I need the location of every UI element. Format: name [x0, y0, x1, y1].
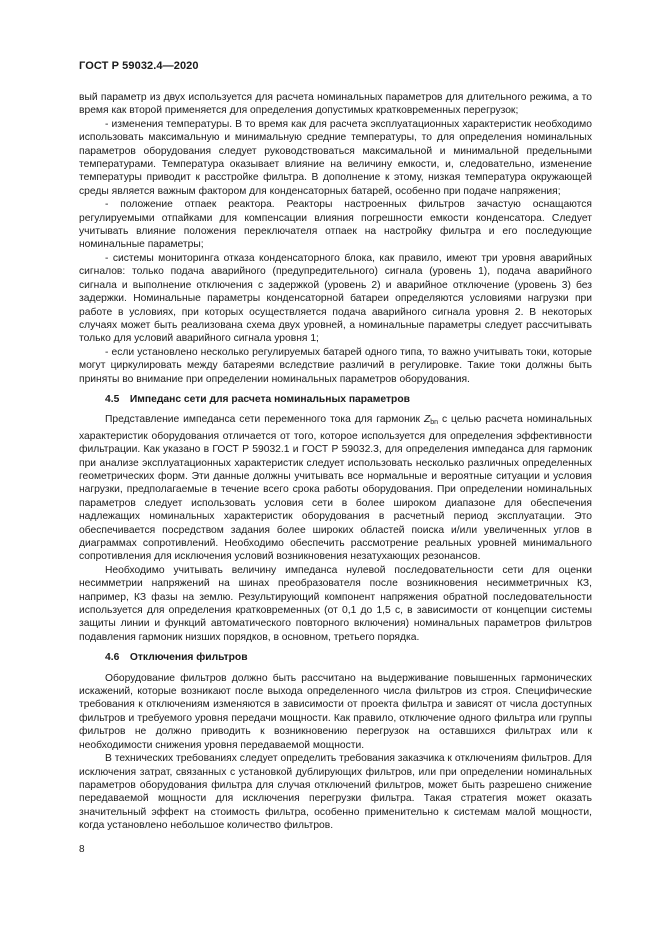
list-item: - если установлено несколько регулируемых батарей одного типа, то важно учитывать токи, которые могут циркулировать между батареями вследствие различий в регулировке. Такие токи должны быть приняты во внимание при определении номинальных параметров оборудования.: [79, 346, 592, 385]
section-title: Отключения фильтров: [129, 652, 248, 664]
document-header: ГОСТ Р 59032.4—2020: [79, 60, 199, 72]
paragraph-text: Представление импеданса сети переменного тока для гармоник: [105, 414, 424, 426]
list-item: - системы мониторинга отказа конденсаторного блока, как правило, имеют три уровня аварийных сигналов: только подача аварийного (предупредительного) сигнала (уровень 1), подача аварийного сигнала и выполнение отключения с задержкой (уровень 2) и аварийное отключение (уровень 3) без задержки. Номинальные параметры конденсаторной батареи определяются условиями нагрузки при работе в условиях, при которых осуществляется подача аварийного сигнала уровня 2. В некоторых случаях может быть реализована схема двух уровней, а номинальные параметры следует рассчитывать только для условий аварийного сигнала уровня 1;: [79, 252, 592, 345]
section-number: 4.5: [105, 393, 120, 405]
paragraph: Необходимо учитывать величину импеданса нулевой последовательности сети для оценки несимметрии напряжений на шинах преобразователя после возникновения несимметричных КЗ, например, КЗ фазы на землю. Результирующий компонент напряжения обратной последовательности используется для определения кратковременных (от 0,1 до 1,5 с, в зависимости от концепции системы защиты линии и функций автоматического повторного включения) номинальных параметров фильтров подавления гармоник низших порядков, в основном, третьего порядка.: [79, 564, 592, 643]
section-heading-4-6: [79, 651, 592, 664]
page-number: 8: [79, 844, 85, 855]
impedance-symbol: Z: [423, 414, 431, 426]
impedance-subscript: bn: [430, 419, 439, 427]
paragraph: В технических требованиях следует определить требования заказчика к отключениям фильтров. Для исключения затрат, связанных с установкой дублирующих фильтров, или при определении номинальных параметров оборудования фильтра для случая отключений фильтров, может быть разрешено снижение передаваемой мощности для исключения перегрузки фильтра. Такая стратегия может оказать значительный эффект на стоимость фильтра, особенно применительно к системам малой мощности, когда установлено небольшое количество фильтров.: [79, 753, 592, 832]
list-item: - изменения температуры. В то время как для расчета эксплуатационных характеристик необходимо использовать максимальную и минимальную средние температуры, то для определения номинальных параметров оборудования следует руководствоваться максимальной и минимальной предельными температурами. Температура оказывает влияние на величину емкости, и, следовательно, изменение температуры приводит к расстройке фильтра. В дополнение к этому, низкая температура окружающей среды является важным фактором для конденсаторных батарей, особенно при подаче напряжения;: [79, 118, 592, 197]
section-heading-4-5: [79, 393, 592, 406]
paragraph: Оборудование фильтров должно быть рассчитано на выдерживание повышенных гармонических искажений, которые возникают после выхода определенного числа фильтров из строя. Специфические требования к отключениям изменяются в зависимости от проекта фильтра и зависят от числа доступных фильтров и требуемого уровня передачи мощности. Как правило, отключение одного фильтра или группы фильтров не должно приводить к возникновению перегрузок на оставшихся фильтрах или к необходимости снижения уровня передаваемой мощности.: [79, 672, 592, 751]
paragraph: [79, 413, 592, 563]
section-title: Импеданс сети для расчета номинальных параметров: [129, 393, 410, 405]
list-item: - положение отпаек реактора. Реакторы настроенных фильтров зачастую оснащаются регулируемыми отпайками для компенсации влияния погрешности емкости конденсатора. Следует учитывать влияние положения переключателя отпаек на настройку фильтра и его последующие номинальные параметры;: [79, 199, 592, 251]
section-number: 4.6: [105, 652, 120, 664]
document-body: [79, 91, 592, 833]
paragraph: вый параметр из двух используется для расчета номинальных параметров для длительного режима, а то время как второй применяется для определения допустимых кратковременных перегрузок;: [79, 92, 592, 117]
paragraph-text: с целью расчета номинальных характеристик оборудования отличается от того, которое используется для определения эффективности фильтрации. Как указано в ГОСТ Р 59032.1 и ГОСТ Р 59032.3, для определения импеданса для гармоник при анализе эксплуатационных характеристик следует использовать несколько различных определенных геометрических форм. Эти данные должны учитывать все нормальные и вероятные ситуации и условия нагрузки, предполагаемые в течение всего срока работы оборудования. При определении номинальных параметров следует использовать условия сети в более широком диапазоне для обеспечения надлежащих номинальных характеристик оборудования в расчетный период эксплуатации. Это обеспечивается посредством задания более широких областей поиска и/или увеличенных углов в диаграммах сопротивлений. Необходимо обеспечить рассмотрение реальных уровней минимального сопротивления для исключения условий возникновения незатухающих резонансов.: [79, 414, 592, 563]
